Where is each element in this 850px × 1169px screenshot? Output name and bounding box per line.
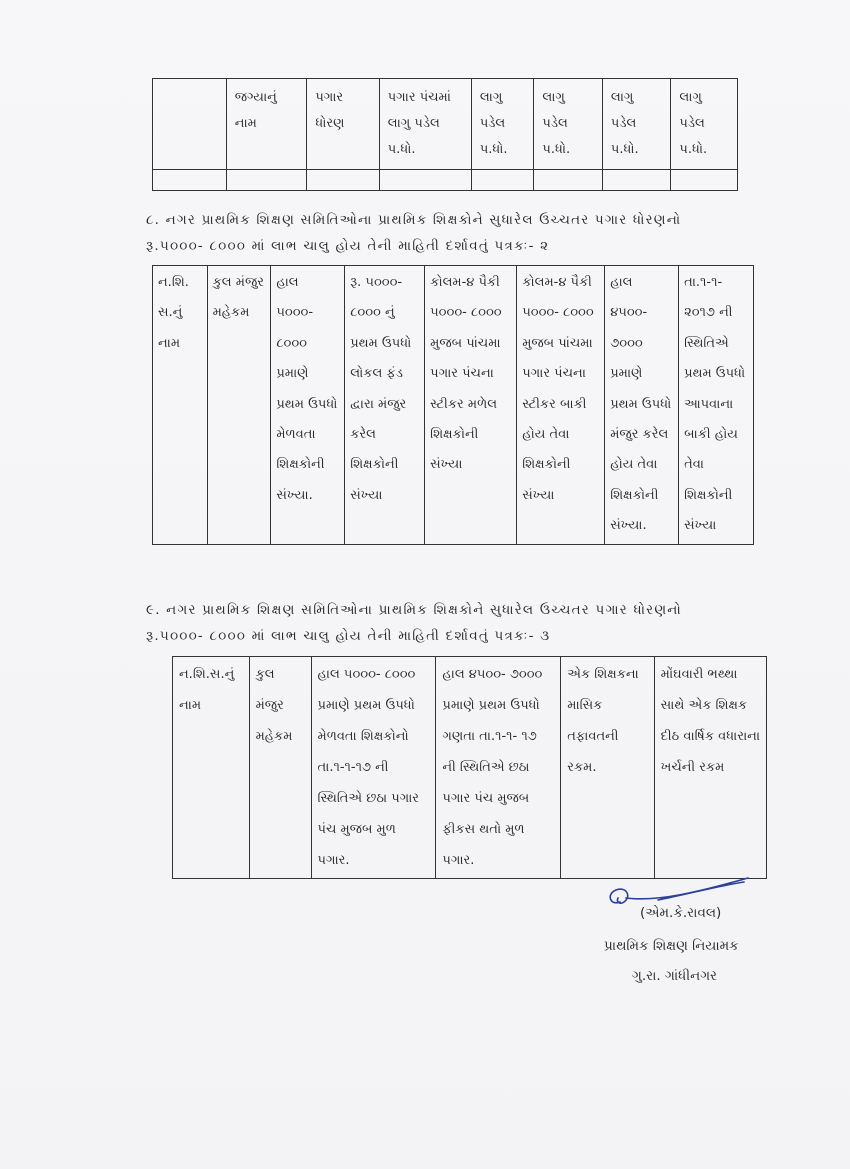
table-cell xyxy=(534,170,602,191)
section-8-line-1: ૮. નગર પ્રાથમિક શિક્ષણ સમિતિઓના પ્રાથમિક શિક્ષકોને સુધારેલ ઉચ્ચતર પગાર ધોરણનો xyxy=(146,212,682,228)
table-cell xyxy=(153,170,227,191)
table-2-header-cell: હાલ ૫૦૦૦- ૮૦૦૦ પ્રમાણે પ્રથમ ઉપધો મેળવતા શિક્ષકોની સંખ્યા. xyxy=(271,266,345,545)
table-3-header-cell: કુલ મંજુર મહેકમ xyxy=(249,657,311,879)
table-1 xyxy=(152,78,738,191)
table-1-header-row xyxy=(153,79,738,170)
table-cell xyxy=(379,170,471,191)
table-2-header-cell: રૂ. ૫૦૦૦- ૮૦૦૦ નું પ્રથમ ઉપધો લોકલ ફંડ દ્વારા મંજુર કરેલ શિક્ષકોની સંખ્યા xyxy=(345,266,425,545)
table-2-header-cell: કોલમ-૪ પૈકી ૫૦૦૦- ૮૦૦૦ મુજબ પાંચમા પગાર પંચના સ્ટીકર બાકી હોય તેવા શિક્ષકોની સંખ્યા xyxy=(517,266,605,545)
table-1-header-cell: લાગુ પડેલ પ.ધો. xyxy=(471,79,534,170)
table-3 xyxy=(172,656,767,879)
table-3-header-cell: હાલ ૫૦૦૦- ૮૦૦૦ પ્રમાણે પ્રથમ ઉપધો મેળવતા શિક્ષકોનો તા.૧-૧-૧૭ ની સ્થિતિએ છઠા પગાર પંચ મુજબ મુળ પગાર. xyxy=(311,657,436,879)
signatory-office: ગુ.રા. ગાંધીનગર xyxy=(632,968,718,984)
section-9-line-2: રૂ.૫૦૦૦- ૮૦૦૦ માં લાભ ચાલુ હોય તેની માહિતી દર્શાવતું પત્રકઃ- ૩ xyxy=(146,628,551,644)
table-2-header-cell: કુલ મંજુર મહેકમ xyxy=(207,266,271,545)
table-2-header-cell: કોલમ-૪ પૈકી ૫૦૦૦- ૮૦૦૦ મુજબ પાંચમા પગાર પંચના સ્ટીકર મળેલ શિક્ષકોની સંખ્યા xyxy=(425,266,517,545)
table-2-header-row xyxy=(153,266,754,545)
table-2 xyxy=(152,265,754,545)
table-1-header-cell: લાગુ પડેલ પ.ધો. xyxy=(534,79,602,170)
section-8-line-2: રૂ.૫૦૦૦- ૮૦૦૦ માં લાભ ચાલુ હોય તેની માહિતી દર્શાવતું પત્રકઃ- ૨ xyxy=(146,238,550,254)
table-cell xyxy=(602,170,670,191)
table-3-header-cell: મોંઘવારી ભથ્થા સાથે એક શિક્ષક દીઠ વાર્ષિક વધારાના ખર્ચની રકમ xyxy=(654,657,766,879)
table-1-header-cell xyxy=(153,79,227,170)
table-3-header-cell: એક શિક્ષકના માસિક તફાવતની રકમ. xyxy=(561,657,654,879)
table-cell xyxy=(471,170,534,191)
table-1-header-cell: લાગુ પડેલ પ.ધો. xyxy=(671,79,738,170)
table-3-header-row xyxy=(173,657,767,879)
table-cell xyxy=(226,170,307,191)
table-1-header-cell: જગ્યાનું નામ xyxy=(226,79,307,170)
table-1-header-cell: પગાર ધોરણ xyxy=(307,79,379,170)
table-3-header-cell: હાલ ૪૫૦૦- ૭૦૦૦ પ્રમાણે પ્રથમ ઉપધો ગણતા તા.૧-૧- ૧૭ ની સ્થિતિએ છઠા પગાર પંચ મુજબ ફીકસ થતો મુળ પગાર. xyxy=(436,657,561,879)
table-row xyxy=(153,170,738,191)
signatory-designation: પ્રાથમિક શિક્ષણ નિયામક xyxy=(604,938,739,954)
table-3-header-cell: ન.શિ.સ.નું નામ xyxy=(173,657,250,879)
table-2-header-cell: ન.શિ. સ.નું નામ xyxy=(153,266,208,545)
table-2-header-cell: હાલ ૪૫૦૦- ૭૦૦૦ પ્રમાણે પ્રથમ ઉપધો મંજુર કરેલ હોય તેવા શિક્ષકોની સંખ્યા. xyxy=(605,266,679,545)
section-9-line-1: ૯. નગર પ્રાથમિક શિક્ષણ સમિતિઓના પ્રાથમિક શિક્ષકોને સુધારેલ ઉચ્ચતર પગાર ધોરણનો xyxy=(146,602,682,618)
table-2-header-cell: તા.૧-૧- ૨૦૧૭ ની સ્થિતિએ પ્રથમ ઉપધો આપવાના બાકી હોય તેવા શિક્ષકોની સંખ્યા xyxy=(679,266,754,545)
table-1-header-cell: પગાર પંચમાં લાગુ પડેલ પ.ધો. xyxy=(379,79,471,170)
table-cell xyxy=(671,170,738,191)
table-cell xyxy=(307,170,379,191)
signatory-name: (એમ.કે.રાવલ) xyxy=(640,905,722,921)
table-1-header-cell: લાગુ પડેલ પ.ધો. xyxy=(602,79,670,170)
